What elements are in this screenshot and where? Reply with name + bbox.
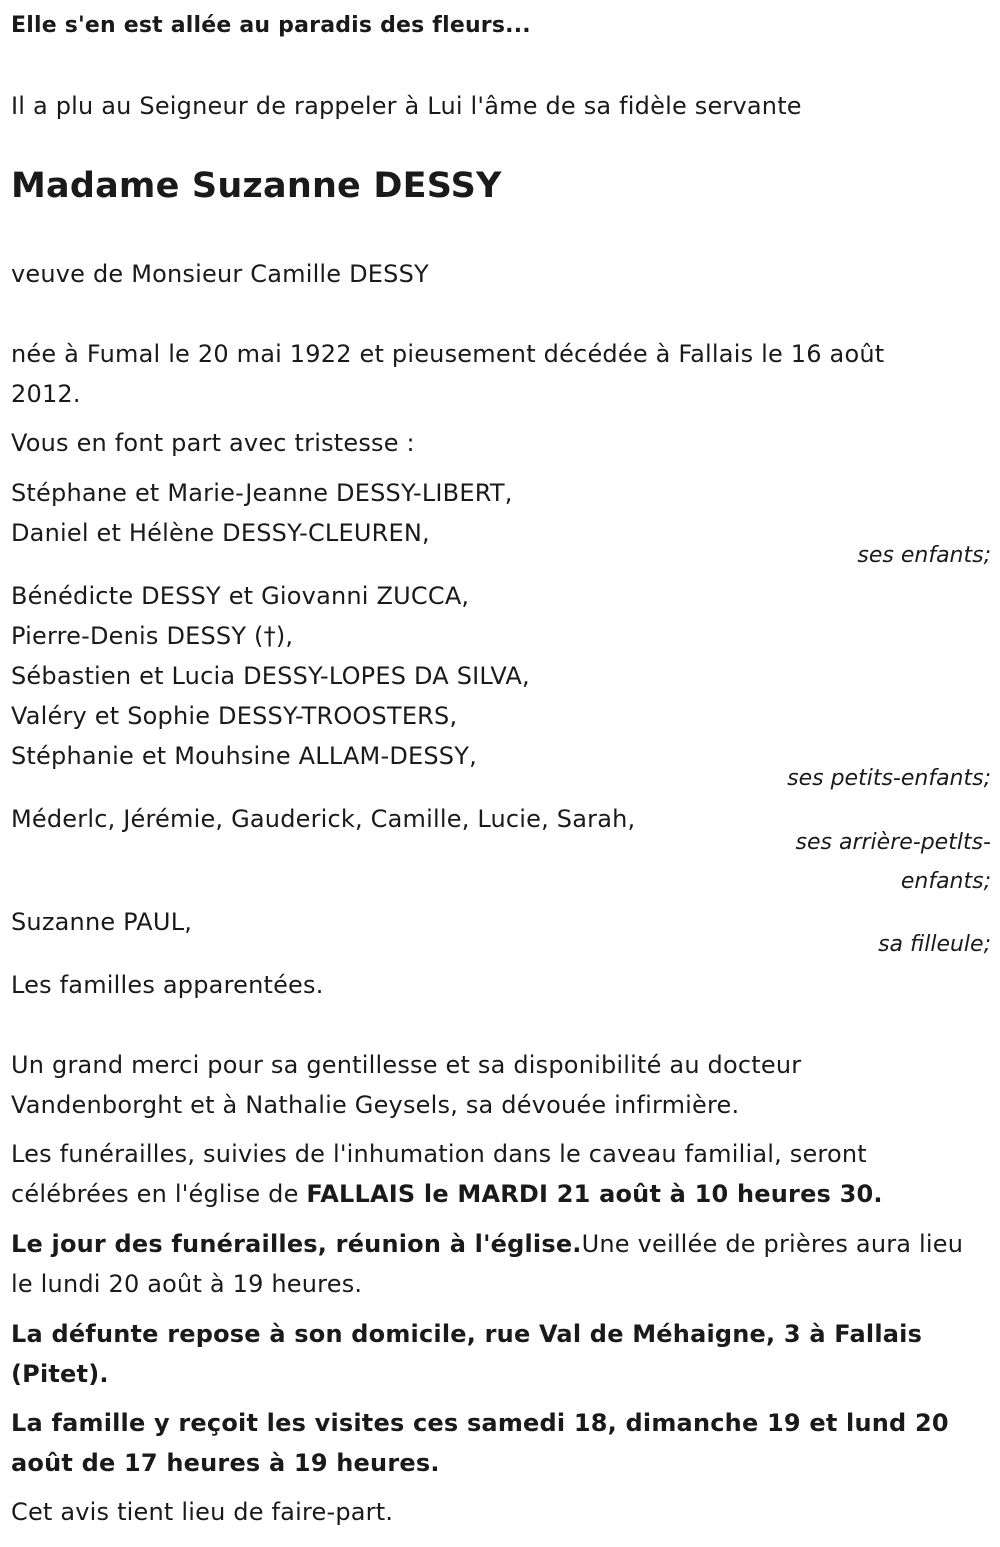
- meeting-line-2: le lundi 20 août à 19 heures.: [11, 1270, 363, 1298]
- relation-children: ses enfants;: [857, 543, 991, 568]
- funeral-date-place: FALLAIS le MARDI 21 août à 10 heures 30.: [306, 1180, 883, 1208]
- meeting-normal: Une veillée de prières aura lieu: [581, 1230, 964, 1258]
- visits-line-1: La famille y reçoit les visites ces samedi 18, dimanche 19 et lund 20: [11, 1409, 949, 1437]
- visits-line-2: août de 17 heures à 19 heures.: [11, 1449, 440, 1477]
- relation-grandchildren: ses petits-enfants;: [787, 766, 991, 791]
- rests-line-2: (Pitet).: [11, 1360, 109, 1388]
- relation-great-grandchildren-line-2: enfants;: [900, 869, 991, 894]
- grandchild-name: Valéry et Sophie DESSY-TROOSTERS,: [11, 702, 458, 730]
- funeral-line-1: Les funérailles, suivies de l'inhumation dans le caveau familial, seront: [11, 1140, 867, 1168]
- meeting-line-1: [11, 1224, 963, 1264]
- thanks-line-1: Un grand merci pour sa gentillesse et sa disponibilité au docteur: [11, 1051, 802, 1079]
- widow-of: veuve de Monsieur Camille DESSY: [11, 260, 429, 288]
- obituary-notice: [11, 0, 991, 1547]
- rests-line-1: La défunte repose à son domicile, rue Val de Méhaigne, 3 à Fallais: [11, 1320, 923, 1348]
- goddaughter-name: Suzanne PAUL,: [11, 908, 193, 936]
- birth-death-line-1: née à Fumal le 20 mai 1922 et pieusement décédée à Fallais le 16 août: [11, 340, 885, 368]
- grandchild-name: Pierre-Denis DESSY (†),: [11, 622, 294, 650]
- relation-great-grandchildren-line-1: ses arrière-petlts-: [795, 830, 991, 855]
- announce-text: Vous en font part avec tristesse :: [11, 429, 415, 457]
- child-name: Stéphane et Marie-Jeanne DESSY-LIBERT,: [11, 479, 513, 507]
- funeral-line-2-normal: célébrées en l'église de: [11, 1180, 307, 1208]
- closing-text: Cet avis tient lieu de faire-part.: [11, 1498, 394, 1526]
- thanks-line-2: Vandenborght et à Nathalie Geysels, sa dévouée infirmière.: [11, 1091, 740, 1119]
- headline: Elle s'en est allée au paradis des fleurs...: [11, 13, 531, 38]
- grandchild-name: Bénédicte DESSY et Giovanni ZUCCA,: [11, 582, 470, 610]
- birth-death-line-2: 2012.: [11, 380, 81, 408]
- child-name: Daniel et Hélène DESSY-CLEUREN,: [11, 519, 430, 547]
- meeting-bold: Le jour des funérailles, réunion à l'église.: [11, 1230, 582, 1258]
- families-text: Les familles apparentées.: [11, 971, 324, 999]
- grandchild-name: Sébastien et Lucia DESSY-LOPES DA SILVA,: [11, 662, 530, 690]
- relation-goddaughter: sa filleule;: [878, 932, 991, 957]
- intro-text: Il a plu au Seigneur de rappeler à Lui l'âme de sa fidèle servante: [11, 92, 802, 120]
- great-grandchildren-names: Méderlc, Jérémie, Gauderick, Camille, Lucie, Sarah,: [11, 805, 636, 833]
- funeral-line-2: [11, 1174, 883, 1214]
- grandchild-name: Stéphanie et Mouhsine ALLAM-DESSY,: [11, 742, 477, 770]
- deceased-name: Madame Suzanne DESSY: [11, 166, 502, 206]
